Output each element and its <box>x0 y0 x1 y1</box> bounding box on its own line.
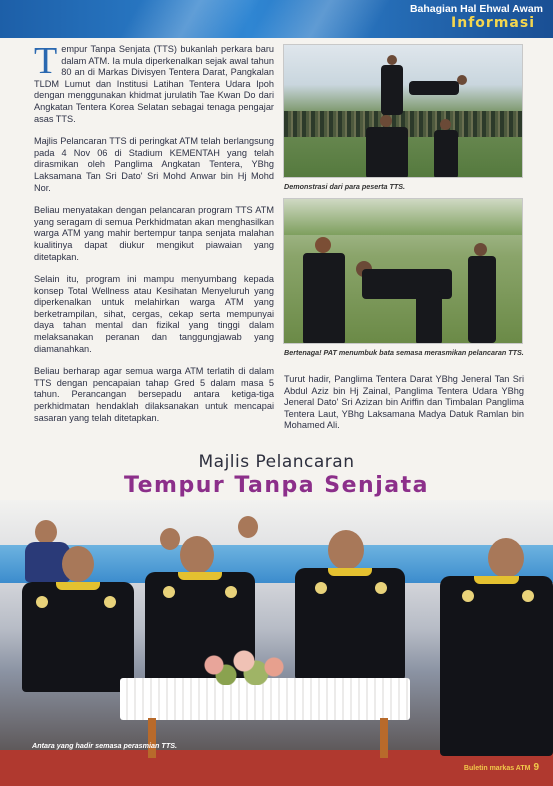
section-tag: Informasi <box>451 15 535 31</box>
header-banner <box>0 0 553 38</box>
article-paragraph: Beliau berharap agar semua warga ATM terlatih di dalam TTS dengan pencapaian tahap Gred 5 dalam masa 5 tahun. Perancangan bersepadu antara ketiga-tiga perkhidmatan hendaklah dilaksanakan untuk mencapai sasaran yang telah ditetapkan. <box>34 366 274 423</box>
photo-caption: Bertenaga! PAT menumbuk bata semasa merasmikan pelancaran TTS. <box>284 348 524 357</box>
publication-name: Buletin markas ATM <box>463 765 531 772</box>
dignitary <box>295 568 405 680</box>
dignitary <box>180 536 214 574</box>
trees-background <box>284 199 523 235</box>
performer <box>346 251 456 344</box>
article-paragraph: Beliau menyatakan dengan pelancaran program TTS ATM yang seragam di semua Perkhidmatan akan menghasilkan warga ATM yang mahir bertempur tanpa senjata malahan kualitinya dapat diukur mengikut piawaian yang ditetapkan. <box>34 205 274 262</box>
banner-decoration <box>249 0 391 38</box>
article-column-right <box>284 374 524 443</box>
dignitary <box>488 538 524 578</box>
dignitary <box>62 546 94 582</box>
page-number: 9 <box>533 762 539 773</box>
background-person <box>238 516 258 538</box>
page-footer <box>464 762 539 773</box>
dignitary <box>328 530 364 570</box>
performer <box>409 75 469 97</box>
dignitary <box>22 582 134 692</box>
performer <box>379 55 405 115</box>
officer <box>299 237 349 344</box>
background-person <box>160 528 180 550</box>
photo-brick-breaking <box>283 198 523 344</box>
photo-caption: Antara yang hadir semasa perasmian TTS. <box>32 741 178 750</box>
flower-arrangement <box>190 645 310 685</box>
table-leg <box>148 718 156 758</box>
article-paragraph <box>34 40 274 125</box>
article-paragraph: Selain itu, program ini mampu menyumbang kepada konsep Total Wellness atau Kesihatan Menyeluruh yang diperkenalkan untuk melahirkan warga ATM yang berketrampilan, sihat, cergas, cekap serta mempunyai daya tahan mental dan fizikal yang tinggi dalam melaksanakan peranan dan tanggungjawab yang diamanahkan. <box>34 274 274 354</box>
feature-subtitle: Majlis Pelancaran <box>198 452 355 472</box>
photo-demonstration <box>283 44 523 178</box>
performer <box>432 119 460 178</box>
article-paragraph: Turut hadir, Panglima Tentera Darat YBhg Jeneral Tan Sri Abdul Aziz bin Hj Zainal, Panglima Tentera Udara YBhg Jeneral Dato' Sri Azizan bin Ariffin dan Timbalan Panglima Tentera Laut, YBhg Laksamana Madya Datuk Ramlan bin Mohamed Ali. <box>284 374 524 431</box>
section-title: Bahagian Hal Ehwal Awam <box>409 3 543 15</box>
performer <box>362 115 412 178</box>
photo-caption: Demonstrasi dari para peserta TTS. <box>284 182 406 191</box>
dignitary <box>440 576 553 756</box>
feature-title: Tempur Tanpa Senjata <box>124 473 429 498</box>
article-column-left <box>34 40 274 435</box>
dropcap: T <box>34 40 58 82</box>
article-paragraph: Majlis Pelancaran TTS di peringkat ATM telah berlangsung pada 4 Nov 06 di Stadium KEMENTAH yang telah dirasmikan oleh Panglima Angkatan Tentera, YBhg Laksamana Tan Sri Dato' Sri Mohd Anwar bin Hj Mohd Nor. <box>34 136 274 193</box>
paragraph-text: empur Tanpa Senjata (TTS) bukanlah perkara baru dalam ATM. Ia mula diperkenalkan sejak awal tahun 80 an di Markas Divisyen Tentera Darat, Pangkalan TLDM Lumut dan Institusi Latihan Tentera Udara Ipoh dengan menggunakan khidmat jurulatih Tae Kwan Do dari Angkatan Tentera Korea Selatan sebagai tenaga pengajar asas TTS. <box>34 44 274 124</box>
performer <box>464 243 500 343</box>
background-person <box>35 520 57 544</box>
table-leg <box>380 718 388 758</box>
banner-decoration <box>119 0 261 38</box>
